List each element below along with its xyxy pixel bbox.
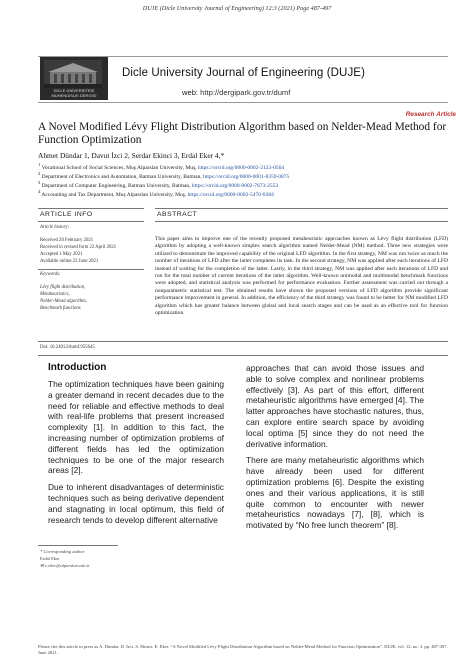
orcid-link-2[interactable]: https://orcid.org/0000-0001-8359-0875 <box>203 173 290 180</box>
article-info-heading: ARTICLE INFO <box>40 211 93 218</box>
corresponding-name: Erdal Eker <box>40 556 60 561</box>
journal-logo <box>40 57 108 100</box>
journal-name: Dicle University Journal of Engineering (DUJE) <box>122 67 365 79</box>
intro-paragraph-2: Due to inherent disadvantages of deterministic techniques such as being derivative dependent and stagnating in local optimum, this field of research tends to develop different alternative <box>48 482 224 525</box>
logo-text: DİCLE ÜNİVERSİTESİ MÜHENDİSLİK DERGİSİ <box>51 88 97 98</box>
logo-building-icon <box>44 60 102 88</box>
corresponding-note: * Corresponding author <box>40 549 85 554</box>
doi[interactable]: Doi: 10.24012/dumf.955645 <box>40 345 95 350</box>
intro-paragraph-4: There are many metaheuristic algorithms which have already been used for different optimization problems [6]. Despite the existing ones and their various applications, it is still quite common to encounter with newer metaheuristics nowadays [7], [8], which is motivated by “No free lunch theorem” [8]. <box>246 455 424 531</box>
author-list: Ahmet Dündar 1, Davut İzci 2, Serdar Ekinci 3, Erdal Eker 4,* <box>38 151 225 160</box>
intro-left-column <box>48 379 224 527</box>
web-label: web: <box>182 88 199 97</box>
keywords-label: Keywords: <box>40 272 61 277</box>
keyword-1: Lévy flight distribution, <box>40 285 86 290</box>
journal-web-line <box>182 88 290 97</box>
history-label: Article history: <box>40 225 70 230</box>
orcid-link-4[interactable]: https://orcid.org/0000-0002-5470-8384 <box>187 191 274 198</box>
abstract-rule-mid <box>155 221 448 222</box>
article-title: A Novel Modified Lévy Flight Distribution Algorithm based on Nelder-Mead Method for Function Optimization <box>38 121 447 146</box>
orcid-link-1[interactable]: https://orcid.org/0000-0002-2123-0564 <box>197 164 285 171</box>
intro-paragraph-1: The optimization techniques have been gaining a greater demand in recent decades due to the need for reliable and effective methods to deal with real-life problems that present increased complexity [1]. In addition to this fact, the increasing number of optimization problems of different fields has led the optimization techniques to be one of the major research areas [2]. <box>48 379 224 476</box>
abstract-rule-bottom <box>38 341 448 342</box>
affiliation-2: $^2$ Department of Electronics and Automation, Batman University, Batman, https://orcid.org/0000-0001-8359-0875 <box>38 171 290 180</box>
journal-web-link[interactable]: http://dergipark.gov.tr/dumf <box>200 88 291 97</box>
keyword-2: Metaheuristics, <box>40 292 70 297</box>
citation-note: Please cite this article in press as A. Dündar, D. İzci, S. Ekinci, E. Eker, “A Novel Modified Lévy Flight Distribution Algorithm based on Nelder-Mead Method for Function Optimization”, DUJE, vol. 12, no. 3, pp. 487-497, June 2021. <box>38 644 448 655</box>
abstract-rule-top <box>155 208 448 209</box>
article-info-rule-top <box>38 208 144 209</box>
article-type: Research Article <box>405 111 456 118</box>
affiliation-3: $^3$ Department of Computer Engineering, Batman University, Batman, https://orcid.org/0000-0002-7673-2553 <box>38 180 279 189</box>
history-accepted: Accepted 1 May 2021 <box>40 252 83 257</box>
keywords-rule <box>38 269 144 270</box>
keyword-3: Nelder-Mead algorithm, <box>40 299 87 304</box>
corresponding-email[interactable]: ✉ e.eker@alparslan.edu.tr <box>40 563 90 568</box>
affiliation-4: $^4$ Accounting and Tax Department, Muş Alparslan University, Muş, https://orcid.org/0000-0002-5470-8384 <box>38 189 274 198</box>
footnote-rule <box>38 545 118 546</box>
running-header: DUJE (Dicle University Journal of Engineering) 12:3 (2021) Page 487-497 <box>142 5 332 12</box>
doi-rule <box>38 355 448 356</box>
history-revised: Received in revised form 22 April 2021 <box>40 245 117 250</box>
affiliation-1: $^1$ Vocational School of Social Sciences, Muş Alparslan University, Muş, https://orcid.org/0000-0002-2123-0564 <box>38 162 285 171</box>
intro-paragraph-3: approaches that can avoid those issues and able to solve complex and nonlinear problems effectively [3]. As part of this effort, different metaheuristic algorithms have emerged [4]. The latter approaches have stochastic natures, thus, can explore entire search space by avoiding local optima [5] since they do not need the derivative information. <box>246 363 424 449</box>
introduction-heading: Introduction <box>48 362 107 373</box>
article-info-rule-mid <box>38 221 144 222</box>
keyword-4: Benchmark functions <box>40 306 81 311</box>
abstract-text: This paper aims to improve one of the recently proposed metaheuristic approaches known as Lévy flight distribution (LFD) algorithm by adopting a well-known simplex search algorithm named Nelder-Mead (NM) method. Three new strategies were utilized to demonstrate the improved capability of the original LFD algorithm. In the first strategy, NM was run twice as much the number of iterations of LFD after the latter completes its task. In the second strategy, NM was applied after each iterations of LFD instead of waiting for the completion of the latter. Lastly, in the third strategy, NM was applied after each iterations of LFD and run for the total number of current iterations of the latter algorithm. Well-known unimodal and multimodal benchmark functions were adopted, and statistical analysis was performed for performance evaluation. Further assessment was carried out through a nonparametric statistical test. The obtained results have shown the proposed versions of LFD algorithm provide significant performance improvement in general. In addition, the efficiency of the third strategy was found to be better for NM modified LFD algorithm which has greater balance between global and local search stages and can be used as an effective tool for function optimization. <box>155 236 448 317</box>
intro-right-column <box>246 363 424 538</box>
orcid-link-3[interactable]: https://orcid.org/0000-0002-7673-2553 <box>191 182 279 189</box>
history-received: Received 20 February 2021 <box>40 238 94 243</box>
abstract-heading: ABSTRACT <box>157 211 198 218</box>
history-online: Available online 22 June 2021 <box>40 259 99 264</box>
